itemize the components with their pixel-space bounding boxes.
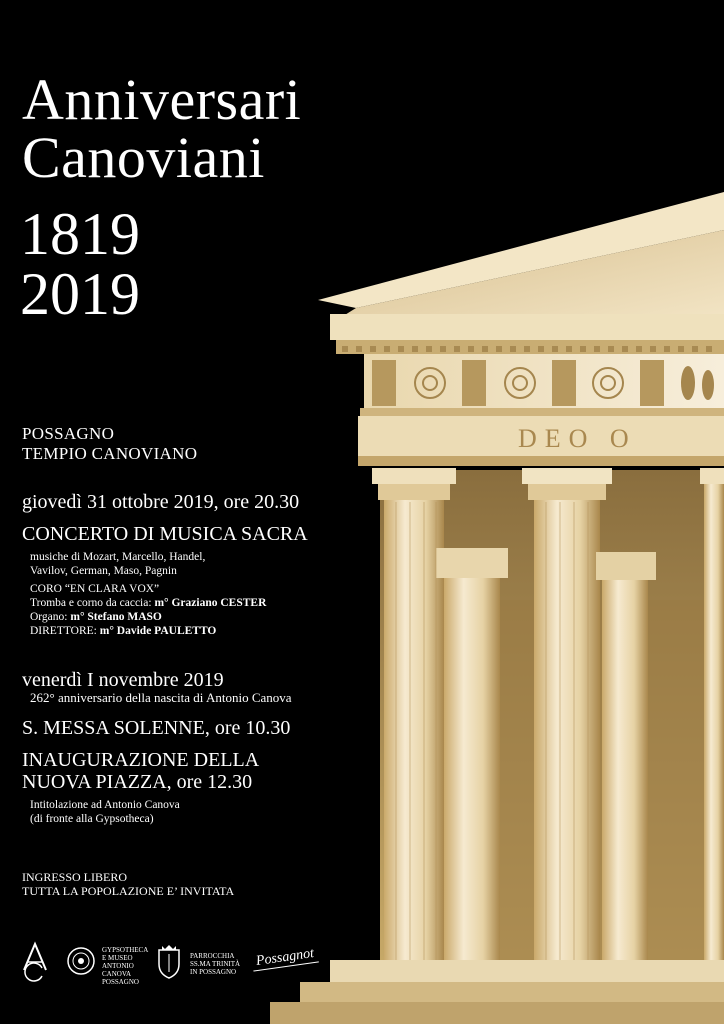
footer-line1: INGRESSO LIBERO bbox=[22, 870, 128, 884]
gypsotheca-line1: GYPSOTHECA bbox=[102, 946, 149, 954]
event1-music-line2: Vavilov, German, Maso, Pagnin bbox=[30, 565, 177, 577]
parish-logo-text bbox=[190, 952, 240, 976]
canova-monogram-logo bbox=[20, 940, 50, 984]
director-role: DIRETTORE: bbox=[30, 625, 100, 637]
event1-organ bbox=[30, 610, 162, 624]
organ-name: m° Stefano MASO bbox=[70, 611, 162, 623]
parish-line3: IN POSSAGNO bbox=[190, 968, 237, 976]
event2-anniversary: 262° anniversario della nascita di Antonio Canova bbox=[30, 690, 292, 705]
event1-trumpet bbox=[30, 596, 266, 610]
venue-town: POSSAGNO bbox=[22, 424, 115, 443]
trumpet-name: m° Graziano CESTER bbox=[154, 597, 267, 609]
event2-dedication-line2: (di fronte alla Gypsotheca) bbox=[30, 813, 154, 825]
title-line-2: Canoviani bbox=[22, 125, 265, 190]
event2-dedication-line1: Intitolazione ad Antonio Canova bbox=[30, 799, 180, 811]
temple-inscription: DEO O bbox=[518, 424, 637, 453]
event2-mass: S. MESSA SOLENNE, ore 10.30 bbox=[22, 717, 291, 739]
coat-of-arms-icon bbox=[156, 944, 182, 980]
director-name: m° Davide PAULETTO bbox=[99, 625, 217, 637]
gypsotheca-line3: ANTONIO bbox=[102, 962, 134, 970]
event1-choir: CORO “EN CLARA VOX” bbox=[30, 583, 160, 595]
year-start: 1819 bbox=[20, 201, 140, 267]
seal-logo bbox=[66, 946, 96, 976]
gypsotheca-line2: E MUSEO bbox=[102, 954, 133, 962]
seal-icon bbox=[66, 946, 96, 976]
event1-title: CONCERTO DI MUSICA SACRA bbox=[22, 523, 308, 545]
title-line-1: Anniversari bbox=[22, 67, 302, 132]
venue-place: TEMPIO CANOVIANO bbox=[22, 444, 198, 463]
event2-inauguration-line2: NUOVA PIAZZA, ore 12.30 bbox=[22, 771, 253, 793]
event1-music-line1: musiche di Mozart, Marcello, Handel, bbox=[30, 551, 206, 563]
parish-line2: SS.MA TRINITÀ bbox=[190, 960, 241, 968]
possagnot-logo: Possagnot bbox=[251, 945, 319, 971]
trumpet-role: Tromba e corno da caccia: bbox=[30, 597, 155, 609]
parish-line1: PARROCCHIA bbox=[190, 952, 235, 960]
organ-role: Organo: bbox=[30, 611, 71, 623]
event2-date: venerdì I novembre 2019 bbox=[22, 669, 224, 691]
year-end: 2019 bbox=[20, 261, 140, 327]
gypsotheca-line5: POSSAGNO bbox=[102, 978, 139, 986]
monogram-icon bbox=[20, 940, 50, 984]
gypsotheca-logo-text bbox=[102, 946, 148, 986]
event2-inauguration-line1: INAUGURAZIONE DELLA bbox=[22, 749, 260, 771]
event1-date: giovedì 31 ottobre 2019, ore 20.30 bbox=[22, 491, 300, 513]
footer-line2: TUTTA LA POPOLAZIONE E’ INVITATA bbox=[22, 884, 235, 898]
gypsotheca-line4: CANOVA bbox=[102, 970, 132, 978]
event1-director bbox=[30, 624, 216, 638]
coat-of-arms-logo bbox=[156, 944, 182, 980]
